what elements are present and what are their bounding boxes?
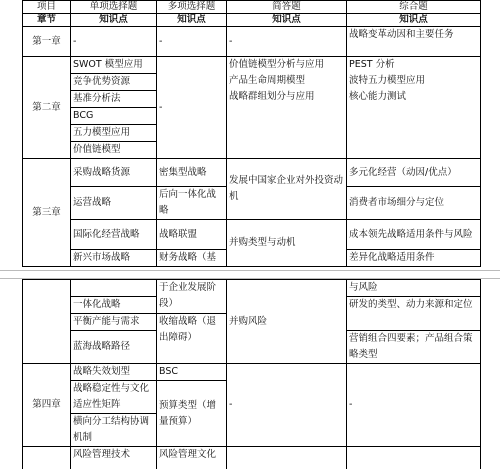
header-chapter: 项目 [23,1,71,14]
chapter-3-cont-short: 并购风险 [227,280,347,364]
chapter-1-multi: - [157,27,227,57]
chapter-4-multi-1: BSC [157,364,227,381]
chapter-2-name: 第二章 [23,57,71,159]
chapter-2-comp-2: 波特五力模型应用 [349,75,426,86]
chapter-3-comp-4: 差异化战略适用条件 [347,250,481,267]
chapter-3-cont-multi-2: 收缩战略（退出障碍） [157,314,227,364]
chapter-2-single-3: 基准分析法 [71,91,157,108]
chapter-3-multi-4: 财务战略（基 [157,250,227,267]
header-short: 简答题 [227,1,347,14]
page-2 [0,279,500,469]
chapter-2-short-2: 产品生命周期模型 [229,75,306,86]
chapter-3-comp-2: 消费者市场细分与定位 [347,187,481,220]
chapter-2-short-1: 价值链模型分析与应用 [229,59,325,70]
chapter-4-name: 第四章 [23,364,71,447]
chapter-3-single-3: 国际化经营战略 [71,220,157,250]
chapter-4-single-2: 战略稳定性与文化适应性矩阵 [71,381,157,414]
chapter-4-comp: - [347,364,481,447]
chapter-3-comp-1: 多元化经营（动因/优点） [347,159,481,187]
page-break [0,270,500,279]
chapter-3-cont-single-1: 一体化战略 [71,297,157,314]
chapter-1-single: - [71,27,157,57]
chapter-2-multi: - [157,57,227,159]
chapter-3-multi-1: 密集型战略 [157,159,227,187]
chapter-3-single-2: 运营战略 [71,187,157,220]
chapter-2-single-1: SWOT 模型应用 [71,57,157,74]
chapter-3-cont-comp-1: 与风险 [347,280,481,297]
chapter-3-cont-comp-3: 营销组合四要素；产品组合策略类型 [347,331,481,364]
header-knowledge-2: 知识点 [157,14,227,27]
header-knowledge-1: 知识点 [71,14,157,27]
chapter-3-short-1: 发展中国家企业对外投资动机 [227,159,347,220]
chapter-2-comp-3: 核心能力测试 [349,91,407,102]
exam-table-page-1 [22,0,481,267]
chapter-3-cont-single-3: 蓝海战略路径 [71,331,157,364]
chapter-3-comp-3: 成本领先战略适用条件与风险 [347,220,481,250]
chapter-3-single-1: 采购战略货源 [71,159,157,187]
chapter-2-single-6: 价值链模型 [71,142,157,159]
chapter-5-single-1: 风险管理技术 [71,447,157,469]
chapter-2-short-3: 战略群组划分与应用 [229,91,315,102]
chapter-1-name: 第一章 [23,27,71,57]
chapter-5-name [23,447,71,469]
exam-table-page-2 [22,279,481,469]
chapter-5-comp [347,447,481,469]
chapter-2-single-5: 五力模型应用 [71,125,157,142]
header-comp: 综合题 [347,1,481,14]
chapter-3-cont-multi-1: 于企业发展阶段） [157,280,227,314]
chapter-2-single-4: BCG [71,108,157,125]
chapter-2-comp [347,57,481,159]
chapter-3-cont-comp-2: 研发的类型、动力来源和定位 [347,297,481,331]
chapter-3-cont-single-blank [71,280,157,297]
chapter-2-single-2: 竞争优势资源 [71,74,157,91]
chapter-3-cont-single-2: 平衡产能与需求 [71,314,157,331]
chapter-3-cont-name [23,280,71,364]
chapter-1-short: - [227,27,347,57]
chapter-3-name: 第三章 [23,159,71,267]
chapter-4-short: - [227,364,347,447]
header-multi: 多项选择题 [157,1,227,14]
chapter-3-short-2: 并购类型与动机 [227,220,347,267]
chapter-2-comp-1: PEST 分析 [349,59,395,70]
header-knowledge-3: 知识点 [227,14,347,27]
header-single: 单项选择题 [71,1,157,14]
chapter-4-single-3: 横向分工结构协调机制 [71,414,157,447]
header-chapter-label: 章节 [23,14,71,27]
chapter-5-multi-1: 风险管理文化 [157,447,227,469]
header-knowledge-4: 知识点 [347,14,481,27]
chapter-3-single-4: 新兴市场战略 [71,250,157,267]
chapter-3-multi-2: 后向一体化战略 [157,187,227,220]
chapter-5-short [227,447,347,469]
chapter-4-single-1: 战略失效划型 [71,364,157,381]
chapter-3-multi-3: 战略联盟 [157,220,227,250]
chapter-1-comp: 战略变革动因和主要任务 [347,27,481,57]
chapter-2-short [227,57,347,159]
chapter-4-multi-2: 预算类型（增量预算） [157,381,227,447]
